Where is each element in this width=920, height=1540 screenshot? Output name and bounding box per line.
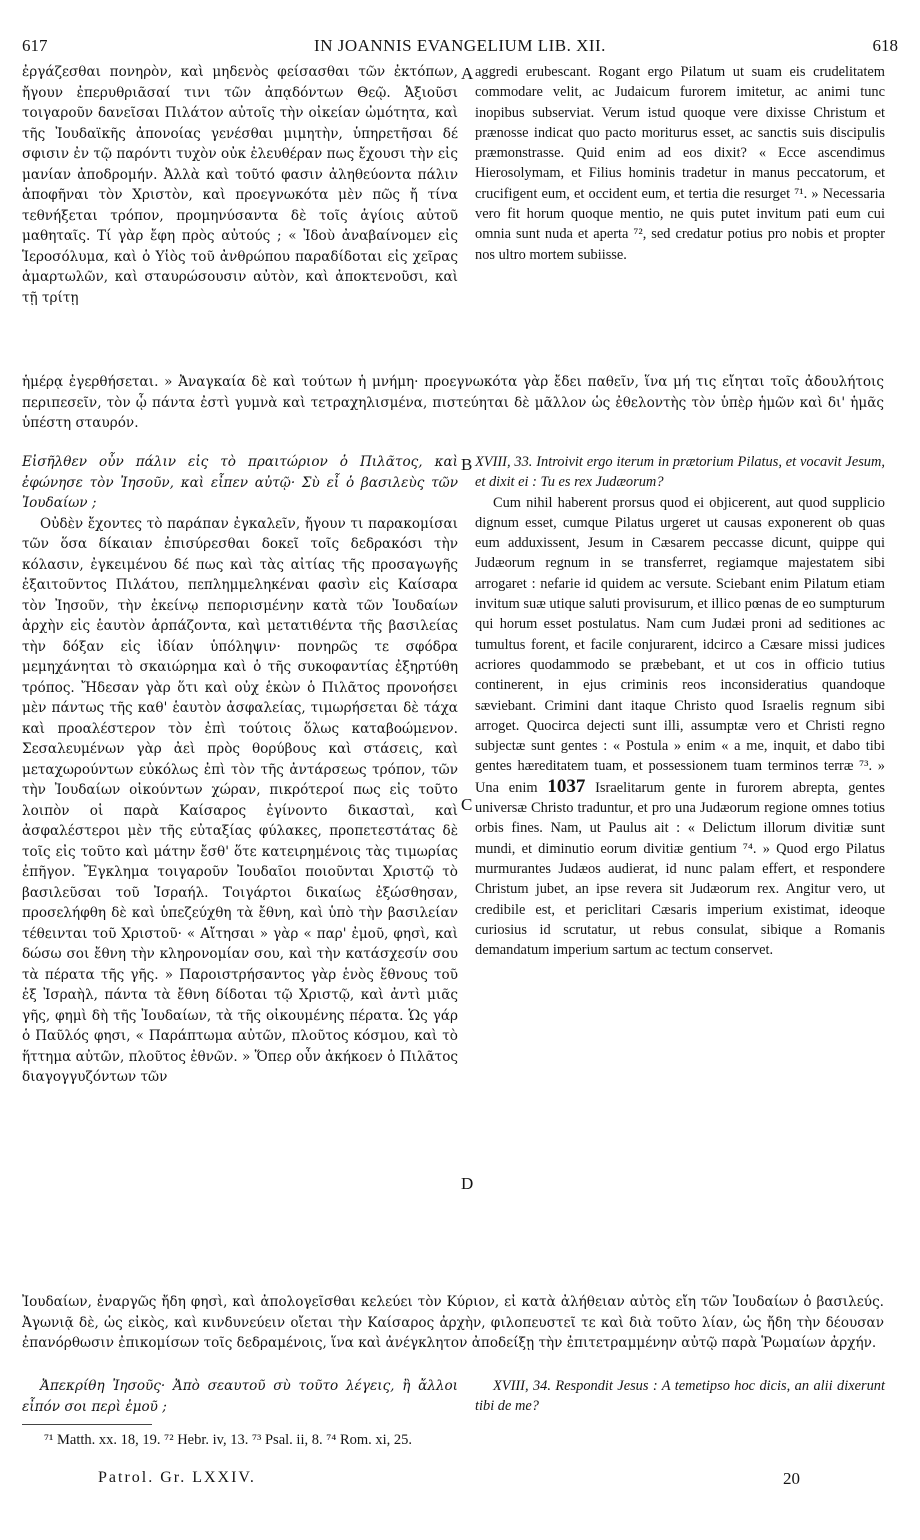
latin-column-main bbox=[475, 452, 885, 960]
margin-marker-d: D bbox=[461, 1174, 474, 1193]
latin-text: Cum nihil haberent prorsus quod ei objicerent, aut quod supplicio dignum esset, cumque Pilatus urgeret ut causas exponerent ob quas eum adduxissent, Jesum in Cæsarem peccasse dicunt, quippe qui Judæorum regnum in se transferret, regiamque majestatem sibi arrogaret : nefarie id quidem ac versute. Sciebant enim Pilatum etiam invitum suæ utique saluti provisurum, et illico pœnas de eo sumpturum qui horum esset postulatus. Nam cum Judæi proni ad seditiones ac tumultus forent, et facile conjurarent, idcirco a Cæsare missi judices acriores quodammodo se præbebant, et ut cos in officio tutius continerent, in ejus criminis reos inconsideratius quandoque sæviebant. Crimini dant itaque Christo quod Israelis regnum sibi arroget. Quocirca dejecti sunt illi, assumptæ vero et Christi regno subjectæ sunt gentes : « Postula » enim « a me, inquit, et dabo tibi gentes hæreditatem tuam, et possessionem tuam terminos terræ ⁷³. » Una enim bbox=[475, 494, 885, 796]
latin-text: Israelitarum gente in furorem abrepta, gentes universæ Christo traduntur, et pro una Judæorum regione omnes totius orbis fines. Nam, ut Paulus ait : « Delictum illorum divitiæ sunt mundi, et diminutio eorum divitiæ gentium ⁷⁴. » Quod ergo Pilatus murmurantes Judæos audierat, id nunc palam effert, et respondere Christum jubet, an ipse revera sit Judæorum rex. Angitur vero, ut credibile est, et periclitari Cæsaris imperium existimat, ideoque curiosius id scrutatur, ut rebus consulat, sibique a Romanis demandatum imperium sartum ac tectum conservet. bbox=[475, 779, 885, 959]
running-header bbox=[22, 36, 898, 58]
series-signature: Patrol. Gr. LXXIV. bbox=[98, 1469, 256, 1486]
page-number-right: 618 bbox=[872, 36, 898, 55]
footnotes: ⁷¹ Matth. xx. 18, 19. ⁷² Hebr. iv, 13. ⁷³ Psal. ii, 8. ⁷⁴ Rom. xi, 25. bbox=[44, 1432, 413, 1448]
latin-column-top bbox=[475, 62, 885, 265]
page-number-left: 617 bbox=[22, 36, 48, 55]
greek-lemma: Εἰσῆλθεν οὖν πάλιν εἰς τὸ πραιτώριον ὁ Πιλᾶτος, καὶ ἐφώνησε τὸν Ἰησοῦν, καὶ εἶπεν αὐτῷ· Σὺ εἶ ὁ βασιλεὺς τῶν Ἰουδαίων ; bbox=[22, 454, 458, 511]
greek-column-bottom bbox=[22, 1376, 458, 1417]
latin-lemma: XVIII, 34. Respondit Jesus : A temetipso hoc dicis, an alii dixerunt tibi de me? bbox=[475, 1378, 885, 1415]
greek-paragraph: Ἰουδαίων, ἐναργῶς ἤδη φησὶ, καὶ ἀπολογεῖσθαι κελεύει τὸν Κύριον, εἰ κατὰ ἀλήθειαν αὐτὸς εἴη τῶν Ἰουδαίων ὁ βασιλεύς. Ἀγωνιᾷ δὲ, ὡς εἰκὸς, καὶ κινδυνεύειν οἴεται τὴν Καίσαρος ἀρχὴν, φιλοπευστεῖ τε καὶ διὰ τοῦτο λίαν, ὡς ἤδη τὴν δέουσαν ἐπανόρθωσιν ἐπικομίσων τοῖς δεδραμένοις, ἵνα καὶ ἀνέγκλητον ἀποδείξῃ τὴν ἐπιτετραμμένην αὐτῷ παρὰ Ῥωμαίων ἀρχήν. bbox=[22, 1294, 884, 1351]
latin-paragraph bbox=[475, 493, 885, 961]
latin-paragraph: aggredi erubescant. Rogant ergo Pilatum ut suam eis crudelitatem commodare velit, ac Judaicum furorem imitetur, ac animi tunc inopibus subserviat. Verum istud quoque vere dixisse Christum et prænosse indicat quo pacto moriturus esset, ac sanctis suis discipulis præmonstrasse. Quid enim ad eos dixit? « Ecce ascendimus Hierosolymam, et Filius hominis tradetur in manus peccatorum, et crucifigent eum, et occident eum, et tertia die resurget ⁷¹. » Necessaria vero fit horum quoque mentio, ne quis putet invitum pati eum cui omnia sunt nuda et aperta ⁷², sed credatur potius pro nobis et propter nos ultro mortem subiisse. bbox=[475, 64, 885, 263]
column-number: 1037 bbox=[547, 775, 586, 797]
greek-column-top bbox=[22, 62, 458, 308]
latin-lemma: XVIII, 33. Introivit ergo iterum in prætorium Pilatus, et vocavit Jesum, et dixit ei : Tu es rex Judæorum? bbox=[475, 454, 885, 491]
greek-lemma: Ἀπεκρίθη Ἰησοῦς· Ἀπὸ σεαυτοῦ σὺ τοῦτο λέγεις, ἢ ἄλλοι εἶπόν σοι περὶ ἐμοῦ ; bbox=[22, 1378, 458, 1415]
greek-paragraph: ἡμέρᾳ ἐγερθήσεται. » Ἀναγκαία δὲ καὶ τούτων ἡ μνήμη· προεγνωκότα γὰρ ἔδει παθεῖν, ἵνα μή τις εἴηται τοῖς ἀδουλήτοις περιπεσεῖν, τὸν ᾧ πάντα ἐστὶ γυμνὰ καὶ τετραχηλισμένα, πιστεύηται δὲ μᾶλλον ὡς ἐθελοντὴς τὸν ὑπὲρ ἡμῶν καὶ δι' ἡμᾶς ὑπέστη σταυρόν. bbox=[22, 374, 884, 431]
greek-fullwidth-passage bbox=[22, 372, 884, 434]
greek-paragraph: Οὐδὲν ἔχοντες τὸ παράπαν ἐγκαλεῖν, ἤγουν τι παρακομίσαι τῶν ὅσα δίκαιαν ἐπισύρεσθαι δοκεῖ τοῖς δεδρακόσι τὴν κόλασιν, ἐγκειμένου δέ πως καὶ τὰς αἰτίας τῆς προσαγωγῆς ἐξαιτοῦντος Πιλάτου, πεπλημμεληκέναι φασὶν εἰς Καίσαρα τὸν Ἰησοῦν, τὴν ἐκείνῳ πεπορισμένην κατὰ τῶν Ἰουδαίων ἀρχὴν εἰς ἑαυτὸν ἁρπάζοντα, καὶ μετατιθέντα τῆς βασιλείας τὴν δόξαν εἰς ἰδίαν ὑπόληψιν· πονηρῶς τε σφόδρα μεμηχάνηται τὸ σκαιώρημα καὶ ὁ τῆς συκοφαντίας ἐξηρτύθη τρόπος. Ἤδεσαν γὰρ ὅτι καὶ οὐχ ἑκὼν ὁ Πιλᾶτος προνοήσει μὲν πάντως τῆς καθ' ἑαυτὸν ἀσφαλείας, τιμωρήσεται δὲ τάχα καὶ προαλέστερον τὸν ἐπὶ τούτοις ὅλως καταβοώμενον. Σεσαλευμένων γὰρ ἀεὶ πρὸς θορύβους καὶ στάσεις, καὶ μεταχωρούντων εὐκόλως ἐπὶ τὸν τῆς ἀντάρσεως τρόπον, τῶν τὴν Ἰουδαίων οἰκούντων χώραν, πικρότεροί πως εἰς τοῦτο λοιπὸν οἱ παρὰ Καίσαρος ἐγίνοντο δικασταὶ, καὶ ἀσφαλέστεροι μὲν τῆς εὐταξίας φύλακες, προπετεστάτας δὲ τοῖς εἰς τοῦτο καὶ μάτην ἔσθ' ὅτε κατειρημένοις τὰς τιμωρίας ἐπῆγον. Ἔγκλημα τοιγαροῦν Ἰουδαῖοι ποιοῦνται Χριστῷ τὸ βασιλεῦσαι τοῦ Ἰσραήλ. Τοιγάρτοι δικαίως ἐξώσθησαν, προσελήφθη δὲ καὶ ὑπεζεύχθη τὰ ἔθνη, καὶ ὑπὸ τὴν βασιλείαν τέθεινται τοῦ Χριστοῦ· « Αἴτησαι » γὰρ « παρ' ἐμοῦ, φησὶ, καὶ δώσω σοι ἔθνη τὴν κληρονομίαν σου, καὶ τὴν κατάσχεσίν σου τὰ πέρατα τῆς γῆς. » Παροιστρήσαντος γὰρ ἑνὸς ἔθνους τοῦ ἐξ Ἰσραὴλ, πάντα τὰ ἔθνη δίδοται τῷ Χριστῷ, καὶ ἀντὶ μιᾶς γῆς, φημὶ δὴ τῆς Ἰουδαίων, τὰ τῆς οἰκουμένης πέρατα. Ὡς γάρ ὁ Παῦλός φησι, « Παράπτωμα αὐτῶν, πλοῦτος κόσμου, καὶ τὸ ἥττημα αὐτῶν, πλοῦτος ἐθνῶν. » Ὅπερ οὖν ἀκήκοεν ὁ Πιλᾶτος διαγογγυζόντων τῶν bbox=[22, 515, 458, 1085]
greek-paragraph: ἐργάζεσθαι πονηρὸν, καὶ μηδενὸς φείσασθαι τῶν ἐκτόπων, ἤγουν ἐπερυθριᾶσαί τινι τῶν ἀπᾳδόντων Θεῷ. Ἀξιοῦσι τοιγαροῦν δανεῖσαι Πιλάτον αὐτοῖς τὴν οἰκείαν ὠμότητα, καὶ τῆς Ἰουδαϊκῆς ἀπονοίας γενέσθαι μιμητὴν, ὑπηρετῆσαι δέ σφισιν ἐν τῷ παρόντι τυχὸν οὐκ ἐλευθέραν πως ἔχουσι τὴν εἰς μανίαν ἀποδρομήν. Ἀλλὰ καὶ τοῦτό φασιν ἀληθεύοντα πάλιν ἀποφῆναι τὸν Χριστὸν, καὶ προεγνωκότα μὲν πῶς ἤ τίνα τεθνήξεται τρόπον, προμηνύσαντα δὲ τοῖς ἁγίοις αὐτοῦ μαθηταῖς. Τί γὰρ ἔφη πρὸς αὐτούς ; « Ἰδοὺ ἀναβαίνομεν εἰς Ἱεροσόλυμα, καὶ ὁ Υἱὸς τοῦ ἀνθρώπου παραδίδοται εἰς χεῖρας ἁμαρτωλῶν, καὶ σταυρώσουσιν αὐτὸν, καὶ ἀποκτενοῦσι, καὶ τῇ τρίτῃ bbox=[22, 64, 458, 306]
margin-marker-a: A bbox=[461, 64, 474, 83]
greek-fullwidth-passage bbox=[22, 1292, 884, 1354]
footnote-rule bbox=[22, 1424, 152, 1425]
margin-marker-c: C bbox=[461, 795, 473, 814]
margin-marker-b: B bbox=[461, 455, 473, 474]
greek-column-main bbox=[22, 452, 458, 1088]
latin-column-bottom bbox=[475, 1376, 885, 1417]
signature-number: 20 bbox=[783, 1469, 800, 1488]
running-title: IN JOANNIS EVANGELIUM LIB. XII. bbox=[314, 36, 606, 55]
